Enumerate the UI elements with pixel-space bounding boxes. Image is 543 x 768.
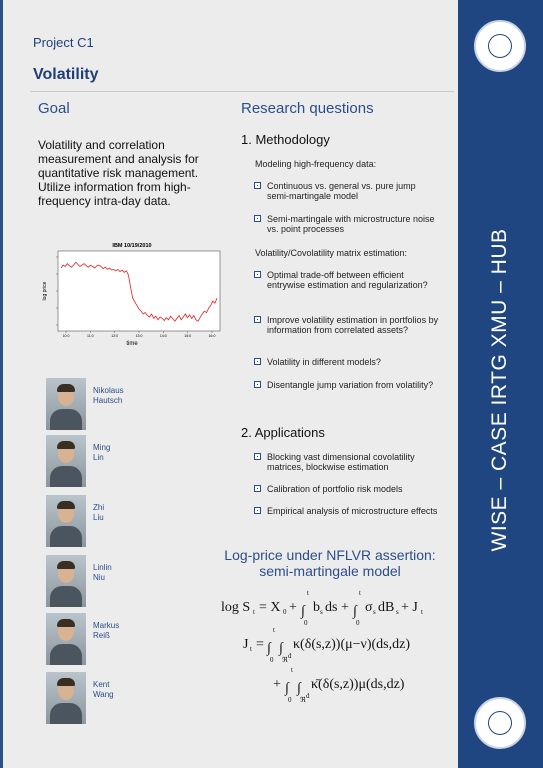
bullet-item: Empirical analysis of microstructure effects: [254, 506, 439, 516]
methodology-subheading-modeling: Modeling high-frequency data:: [255, 159, 377, 169]
sidebar-title: WISE – CASE IRTG XMU – HUB: [488, 228, 511, 552]
x-tick-label: 11:0: [87, 334, 94, 338]
semimartingale-formula: [215, 585, 455, 710]
bullet-box-icon: [254, 381, 261, 388]
person-photo: [46, 672, 86, 724]
person-card: [46, 495, 196, 547]
project-label: Project C1: [33, 35, 94, 50]
person-card: [46, 378, 196, 430]
x-tick-label: 16:0: [208, 334, 216, 338]
svg-text:log S: log S: [221, 600, 251, 615]
svg-text:J: J: [243, 637, 249, 652]
svg-text:∫: ∫: [279, 641, 283, 656]
svg-text:+: +: [273, 677, 281, 692]
person-last-name: Hautsch: [93, 396, 123, 405]
svg-text:s: s: [373, 608, 376, 616]
price-chart: [40, 241, 225, 349]
svg-text:∫: ∫: [267, 641, 271, 656]
methodology-subheading-estimation: Volatility/Covolatility matrix estimation:: [255, 248, 408, 258]
x-tick-label: 12:0: [111, 334, 119, 338]
bullet-item: Disentangle jump variation from volatility?: [254, 380, 439, 390]
x-tick-label: 14:0: [159, 334, 167, 338]
svg-text:ℜ: ℜ: [300, 696, 306, 704]
bullet-box-icon: [254, 453, 261, 460]
svg-text:=: =: [256, 637, 264, 652]
svg-text:t: t: [421, 608, 423, 616]
methodology-heading: 1. Methodology: [241, 132, 330, 147]
person-photo: [46, 378, 86, 430]
bullet-item: Semi-martingale with microstructure noise vs. point processes: [254, 214, 439, 234]
svg-text:κ̄(δ(s,z))μ(ds,dz): κ̄(δ(s,z))μ(ds,dz): [311, 677, 405, 692]
person-card: [46, 435, 196, 487]
x-axis-label: time: [126, 341, 138, 347]
person-card: [46, 555, 196, 607]
svg-text:t: t: [253, 608, 255, 616]
svg-text:0: 0: [270, 656, 274, 664]
person-card: [46, 672, 196, 724]
price-chart-svg: [40, 241, 225, 349]
svg-text:t: t: [291, 666, 293, 674]
bullet-box-icon: [254, 507, 261, 514]
svg-text:+: +: [289, 600, 297, 615]
person-card: [46, 613, 196, 665]
page-title: Volatility: [33, 66, 99, 83]
person-photo: [46, 613, 86, 665]
svg-text:σ: σ: [365, 600, 373, 615]
bullet-item: Optimal trade-off between efficient entrywise estimation and regularization?: [254, 270, 439, 290]
chart-title: IBM 10/19/2010: [112, 243, 152, 249]
svg-text:t: t: [273, 626, 275, 634]
svg-text:d: d: [288, 652, 292, 660]
person-first-name: Ming: [93, 443, 111, 452]
svg-text:0: 0: [288, 696, 292, 704]
bullet-item: Improve volatility estimation in portfolios by information from correlated assets?: [254, 315, 439, 335]
svg-text:= X: = X: [259, 600, 281, 615]
svg-text:0: 0: [356, 619, 360, 627]
person-last-name: Lin: [93, 453, 104, 462]
header-divider: [30, 91, 454, 92]
bullet-box-icon: [254, 215, 261, 222]
bullet-box-icon: [254, 182, 261, 189]
svg-text:b: b: [313, 600, 320, 615]
university-seal-top: [474, 20, 526, 72]
person-last-name: Liu: [93, 513, 104, 522]
bullet-item: Calibration of portfolio risk models: [254, 484, 439, 494]
y-axis-label: log price: [42, 281, 48, 301]
svg-text:∫: ∫: [353, 604, 357, 619]
person-photo: [46, 435, 86, 487]
person-first-name: Zhi: [93, 503, 105, 512]
svg-text:0: 0: [304, 619, 308, 627]
person-last-name: Niu: [93, 573, 106, 582]
person-first-name: Kent: [93, 680, 110, 689]
applications-heading: 2. Applications: [241, 425, 325, 440]
svg-text:d: d: [306, 692, 310, 700]
goal-heading: Goal: [38, 100, 70, 117]
x-tick-label: 13:0: [135, 334, 143, 338]
person-first-name: Markus: [93, 621, 120, 630]
bullet-box-icon: [254, 271, 261, 278]
goal-text: Volatility and correlation measurement and analysis for quantitative risk management. Utilize information from high-frequency intra-day data.: [38, 138, 199, 208]
person-photo: [46, 495, 86, 547]
svg-text:∫: ∫: [301, 604, 305, 619]
person-first-name: Nikolaus: [93, 386, 124, 395]
university-seal-bottom: [474, 697, 526, 749]
svg-text:+ J: + J: [401, 600, 418, 615]
person-first-name: Linlin: [93, 563, 112, 572]
person-last-name: Reiß: [93, 631, 110, 640]
logprice-heading: Log-price under NFLVR assertion: semi-martingale model: [224, 547, 436, 579]
bullet-box-icon: [254, 485, 261, 492]
svg-text:dB: dB: [378, 600, 395, 615]
svg-text:t: t: [307, 589, 309, 597]
svg-text:∫: ∫: [297, 681, 301, 696]
person-last-name: Wang: [93, 690, 114, 699]
person-photo: [46, 555, 86, 607]
bullet-item: Continuous vs. general vs. pure jump semi-martingale model: [254, 181, 439, 201]
x-tick-label: 15:0: [184, 334, 192, 338]
svg-text:∫: ∫: [285, 681, 289, 696]
svg-text:s: s: [320, 608, 323, 616]
svg-text:ds +: ds +: [325, 600, 349, 615]
x-tick-label: 10:0: [62, 334, 70, 338]
svg-text:s: s: [396, 608, 399, 616]
research-heading: Research questions: [241, 100, 374, 117]
svg-text:t: t: [359, 589, 361, 597]
svg-text:κ(δ(s,z))(μ−ν)(ds,dz): κ(δ(s,z))(μ−ν)(ds,dz): [293, 637, 411, 652]
bullet-item: Volatility in different models?: [254, 357, 439, 367]
svg-text:t: t: [250, 645, 252, 653]
svg-text:0: 0: [283, 608, 287, 616]
svg-text:ℜ: ℜ: [282, 656, 288, 664]
bullet-box-icon: [254, 316, 261, 323]
bullet-box-icon: [254, 358, 261, 365]
bullet-item: Blocking vast dimensional covolatility matrices, blockwise estimation: [254, 452, 439, 472]
